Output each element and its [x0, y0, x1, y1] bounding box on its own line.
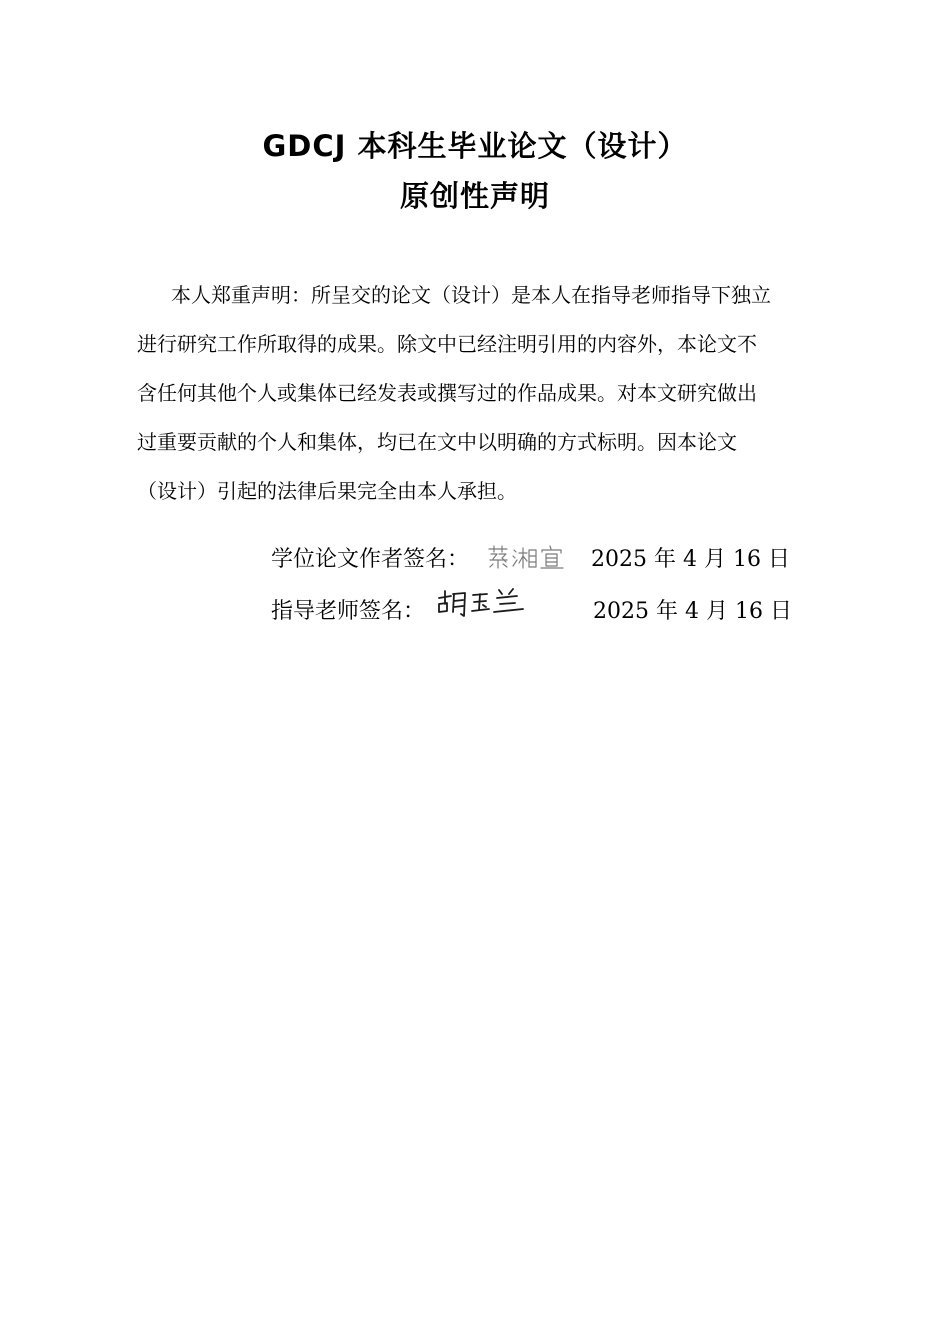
declaration-line: 本人郑重声明：所呈交的论文（设计）是本人在指导老师指导下独立	[171, 283, 771, 307]
author-signature-date: 2025 年 4 月 16 日	[591, 547, 790, 572]
advisor-signature-text	[435, 620, 436, 621]
author-signature-text	[487, 570, 488, 571]
declaration-line: 过重要贡献的个人和集体，均已在文中以明确的方式标明。因本论文	[137, 430, 737, 454]
author-handwritten-signature	[487, 544, 567, 570]
advisor-signature-label: 指导老师签名：	[271, 599, 426, 624]
author-signature-label: 学位论文作者签名：	[271, 547, 470, 572]
declaration-body	[137, 271, 847, 516]
advisor-signature-date: 2025 年 4 月 16 日	[593, 599, 792, 624]
declaration-line: 含任何其他个人或集体已经发表或撰写过的作品成果。对本文研究做出	[137, 381, 757, 405]
advisor-signature-image	[435, 586, 531, 620]
declaration-line: 进行研究工作所取得的成果。除文中已经注明引用的内容外，本论文不	[137, 332, 757, 356]
declaration-line: （设计）引起的法律后果完全由本人承担。	[137, 479, 517, 503]
author-signature-image	[487, 544, 567, 570]
document-subtitle: 原创性声明	[399, 179, 550, 213]
advisor-handwritten-signature	[435, 586, 531, 620]
document-title: GDCJ 本科生毕业论文（设计）	[262, 129, 688, 163]
